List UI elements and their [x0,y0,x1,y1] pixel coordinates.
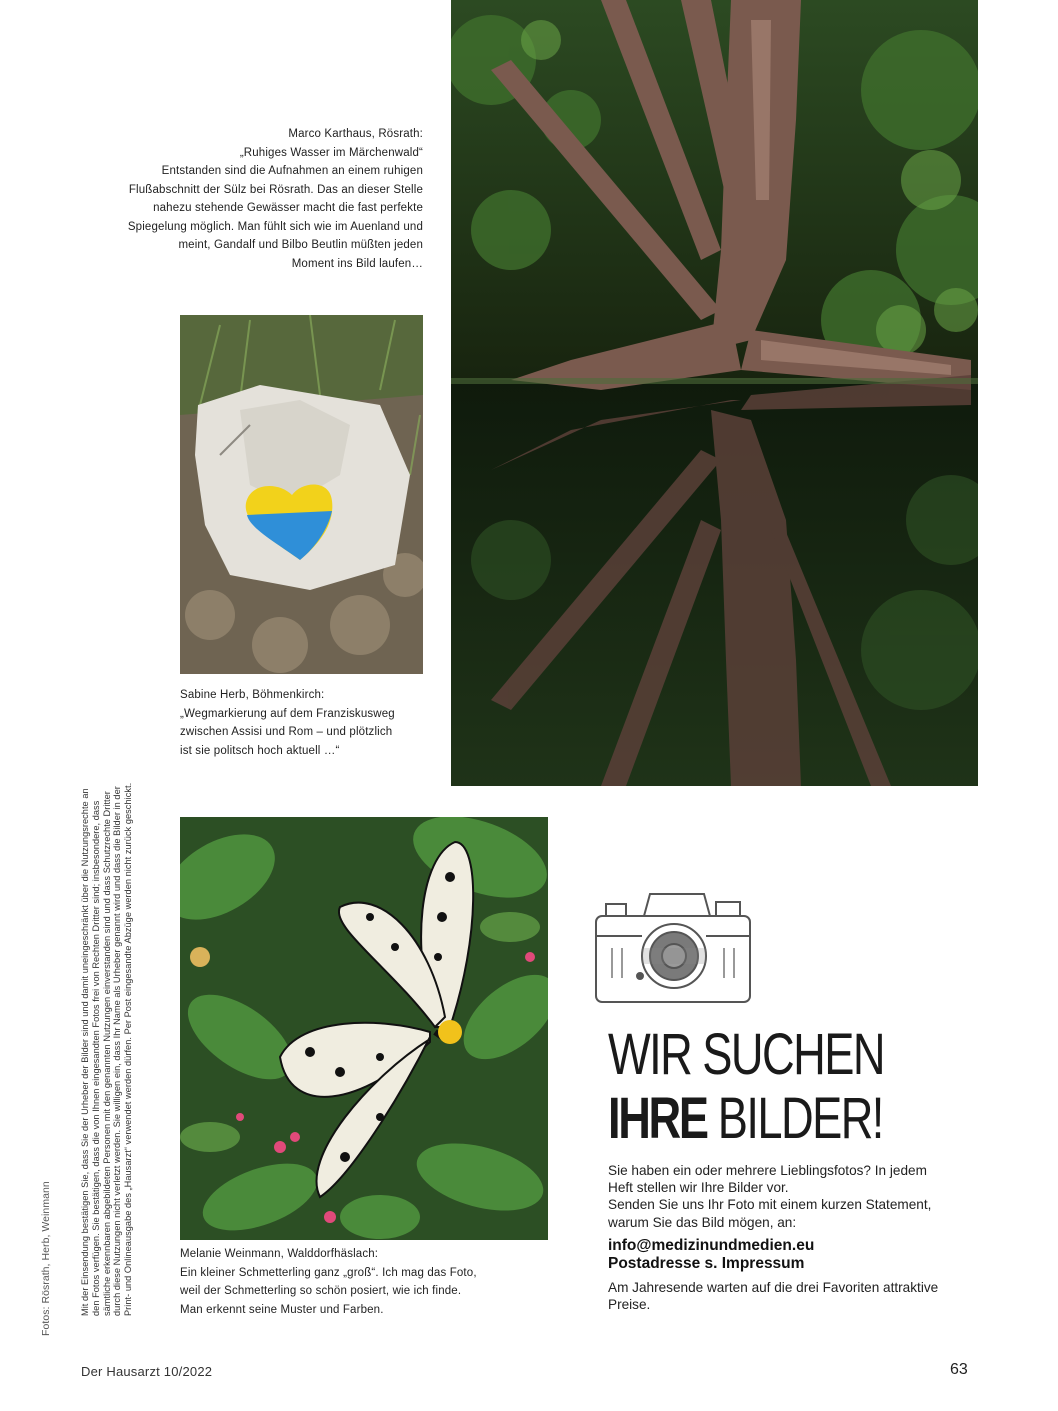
photo-credit-text: Fotos: Rösrath, Herb, Weinmann [40,1181,52,1336]
promo-contact [608,1237,814,1273]
caption-line: „Ruhiges Wasser im Märchenwald“ [239,146,423,159]
caption-line: zwischen Assisi und Rom – und plötzlich [180,726,393,738]
caption-karthaus [128,125,423,273]
forest-reflection-photo [451,0,978,786]
caption-line: ist sie politsch hoch aktuell …“ [180,744,340,757]
caption-line: Marco Karthaus, Rösrath: [288,128,423,140]
headline-line-1: WIR SUCHEN [608,1022,884,1087]
caption-herb [180,686,395,760]
promo-body [608,1162,988,1231]
caption-line: weil der Schmetterling so schön posiert, wie ich finde. [180,1285,462,1297]
promo-closing-line: Am Jahresende warten auf die drei Favoriten attraktive [608,1280,939,1295]
caption-line: Ein kleiner Schmetterling ganz „groß“. Ich mag das Foto, [180,1266,477,1279]
postal-address: Postadresse s. Impressum [608,1255,805,1272]
butterfly-photo [180,817,548,1240]
photo-credit [41,1181,52,1336]
caption-line: Entstanden sind die Aufnahmen an einem ruhigen [161,165,423,177]
headline-emphasis: IHRE [608,1086,707,1151]
legal-notice-line: Mit der Einsendung bestätigen Sie, dass Sie der Urheber der Bilder sind und damit uneingeschränkt über die Nutzungsrechte an [80,788,90,1316]
headline-line-2 [608,1087,883,1151]
caption-line: Spiegelung möglich. Man fühlt sich wie im Auenland und [127,220,423,233]
caption-line: „Wegmarkierung auf dem Franziskusweg [180,707,395,720]
caption-line: meint, Gandalf und Bilbo Beutlin müßten jeden [178,239,423,251]
page-number: 63 [950,1361,968,1378]
promo-closing [608,1279,988,1313]
legal-notice [80,783,134,1316]
caption-line: Sabine Herb, Böhmenkirch: [180,689,325,701]
legal-notice-line: durch diese Nutzungen nicht verletzt werden. Sie willigen ein, dass Ihr Name als Urheber genannt wird und dass die Bilder in der [112,786,123,1316]
publication-info: Der Hausarzt 10/2022 [81,1364,213,1379]
legal-notice-line: Print- und Onlineausgabe des „Hausarzt“ verwendet werden dürfen. Per Post eingesandte Abzüge werden nicht zurück geschickt. [123,782,134,1316]
promo-body-line: Senden Sie uns Ihr Foto mit einem kurzen Statement, [608,1197,932,1213]
promo-closing-line: Preise. [608,1297,651,1313]
email-link[interactable]: info@medizinundmedien.eu [608,1237,815,1254]
promo-body-line: Heft stellen wir Ihre Bilder vor. [608,1180,789,1196]
promo-body-line: Sie haben ein oder mehrere Lieblingsfotos? In jedem [608,1163,927,1178]
caption-line: Moment ins Bild laufen… [291,257,423,270]
promo-body-line: warum Sie das Bild mögen, an: [608,1214,797,1230]
legal-notice-line: sämtliche erkennbaren abgebildeten Personen mit den genannten Nutzungen einverstanden sind und dass Schutzrechte Dritter [101,791,112,1316]
caption-line: Flußabschnitt der Sülz bei Rösrath. Das an dieser Stelle [128,183,423,196]
legal-notice-line: den Fotos verfügen. Sie bestätigen, dass die von Ihnen eingesandten Fotos frei von Rechten Dritter sind; insbesondere, dass [90,800,101,1316]
caption-line: nahezu stehende Gewässer macht die fast perfekte [153,202,423,214]
camera-icon [592,888,754,1010]
caption-weinmann [180,1245,477,1319]
headline-rest: BILDER! [717,1086,883,1151]
caption-line: Melanie Weinmann, Walddorfhäslach: [180,1248,379,1260]
caption-line: Man erkennt seine Muster und Farben. [180,1303,384,1316]
heart-stone-photo [180,315,423,674]
